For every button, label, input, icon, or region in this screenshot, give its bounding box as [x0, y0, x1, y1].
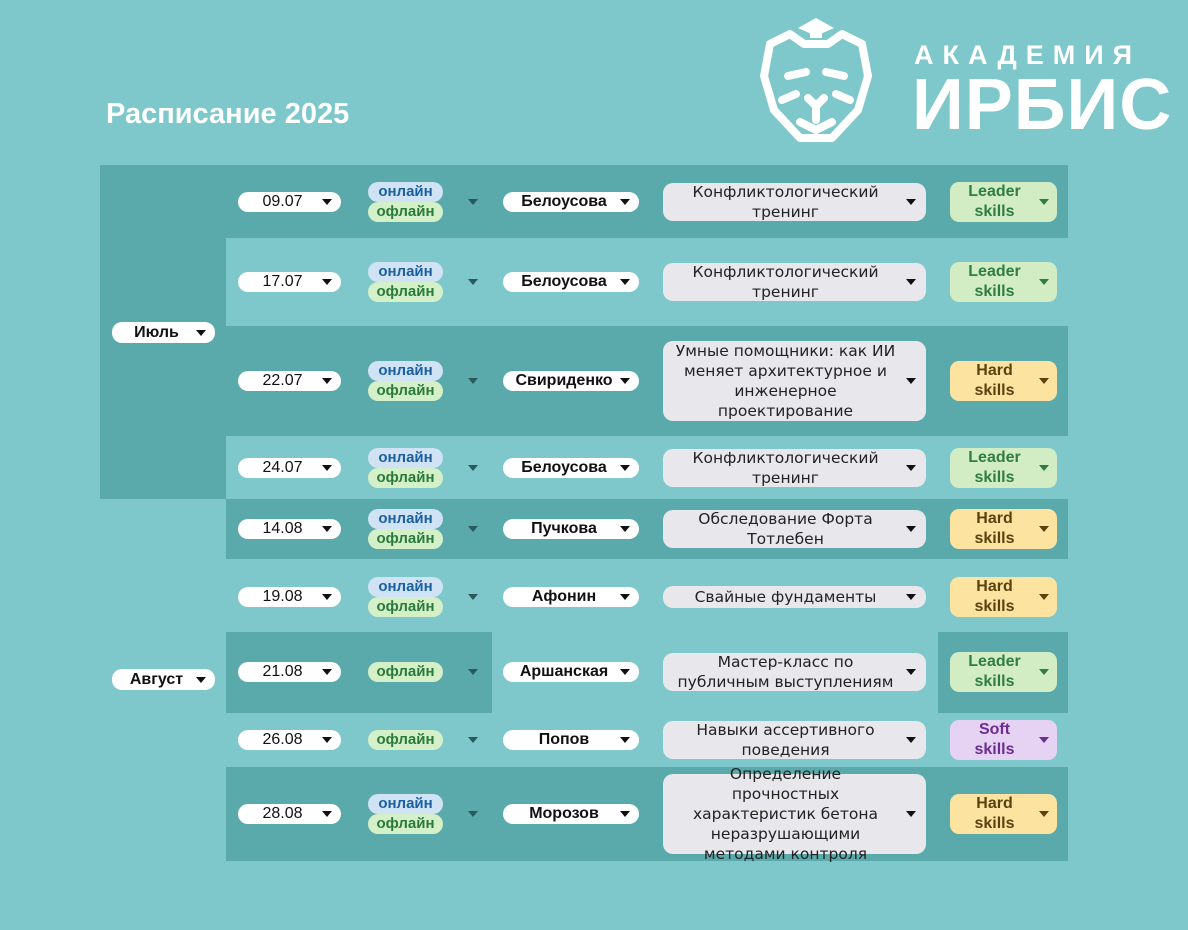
chevron-down-icon[interactable]	[468, 199, 478, 205]
chevron-down-icon	[1039, 669, 1049, 675]
chevron-down-icon	[196, 677, 206, 683]
date-value: 19.08	[262, 588, 303, 605]
skill-label: Hard skills	[974, 578, 1015, 615]
date-value: 17.07	[262, 273, 303, 290]
teacher-select[interactable]	[503, 272, 639, 292]
date-value: 21.08	[262, 663, 303, 680]
topic-text: Конфликтологический тренинг	[692, 263, 879, 301]
teacher-select[interactable]	[503, 804, 639, 824]
chevron-down-icon	[322, 465, 332, 471]
chevron-down-icon[interactable]	[468, 669, 478, 675]
date-select[interactable]	[238, 272, 341, 292]
chevron-down-icon	[322, 279, 332, 285]
date-select[interactable]	[238, 192, 341, 212]
topic-text: Мастер-класс по публичным выступлениям	[677, 653, 894, 691]
topic-select[interactable]	[663, 586, 926, 608]
skill-select[interactable]	[950, 262, 1057, 302]
date-value: 24.07	[262, 459, 303, 476]
chevron-down-icon	[322, 199, 332, 205]
chevron-down-icon	[906, 526, 916, 532]
chevron-down-icon	[1039, 465, 1049, 471]
snow-leopard-icon	[748, 14, 884, 150]
format-chip-online[interactable]: онлайн	[368, 361, 443, 381]
skill-select[interactable]	[950, 794, 1057, 834]
topic-select[interactable]	[663, 721, 926, 759]
chevron-down-icon	[620, 526, 630, 532]
row-bg	[226, 165, 1068, 238]
chevron-down-icon	[322, 811, 332, 817]
row-bg	[226, 499, 1068, 559]
chevron-down-icon	[620, 279, 630, 285]
skill-label: Leader skills	[968, 263, 1021, 300]
topic-select[interactable]	[663, 653, 926, 691]
chevron-down-icon	[620, 811, 630, 817]
teacher-select[interactable]	[503, 587, 639, 607]
chevron-down-icon	[620, 199, 630, 205]
format-chip-online[interactable]: онлайн	[368, 794, 443, 814]
date-select[interactable]	[238, 371, 341, 391]
teacher-select[interactable]	[503, 730, 639, 750]
chevron-down-icon	[620, 378, 630, 384]
chevron-down-icon	[322, 594, 332, 600]
topic-select[interactable]	[663, 183, 926, 221]
skill-label: Hard skills	[974, 795, 1015, 832]
format-chip-online[interactable]: онлайн	[368, 262, 443, 282]
teacher-name: Аршанская	[519, 663, 609, 680]
chevron-down-icon	[906, 811, 916, 817]
chevron-down-icon[interactable]	[468, 737, 478, 743]
chevron-down-icon	[620, 465, 630, 471]
format-chip-offline[interactable]: офлайн	[368, 202, 443, 222]
brand-line2: ИРБИС	[912, 65, 1173, 145]
format-chip-offline[interactable]: офлайн	[368, 282, 443, 302]
skill-select[interactable]	[950, 509, 1057, 549]
format-chip-offline[interactable]: офлайн	[368, 597, 443, 617]
date-select[interactable]	[238, 730, 341, 750]
format-chip-online[interactable]: онлайн	[368, 182, 443, 202]
chevron-down-icon	[906, 199, 916, 205]
format-chip-offline[interactable]: офлайн	[368, 529, 443, 549]
chevron-down-icon	[620, 669, 630, 675]
skill-select[interactable]	[950, 652, 1057, 692]
chevron-down-icon	[322, 737, 332, 743]
skill-label: Leader skills	[968, 653, 1021, 690]
chevron-down-icon	[906, 737, 916, 743]
topic-text: Свайные фундаменты	[694, 588, 877, 606]
teacher-name: Пучкова	[531, 520, 597, 537]
teacher-select[interactable]	[503, 458, 639, 478]
teacher-name: Афонин	[531, 588, 597, 605]
chevron-down-icon	[322, 526, 332, 532]
teacher-select[interactable]	[503, 519, 639, 539]
month-label: Июль	[134, 323, 179, 341]
month-label: Август	[129, 670, 184, 688]
chevron-down-icon	[1039, 526, 1049, 532]
chevron-down-icon	[620, 594, 630, 600]
skill-label: Hard skills	[974, 510, 1015, 547]
skill-select[interactable]	[950, 361, 1057, 401]
brand-line1: АКАДЕМИЯ	[914, 40, 1142, 70]
teacher-name: Свириденко	[515, 372, 613, 389]
skill-label: Leader skills	[968, 449, 1021, 486]
topic-select[interactable]	[663, 341, 926, 421]
topic-select[interactable]	[663, 765, 926, 863]
topic-text: Навыки ассертивного поведения	[696, 721, 875, 759]
topic-select[interactable]	[663, 449, 926, 487]
teacher-name: Белоусова	[521, 273, 607, 290]
date-select[interactable]	[238, 587, 341, 607]
date-value: 26.08	[262, 731, 303, 748]
teacher-select[interactable]	[503, 192, 639, 212]
format-chip-online[interactable]: онлайн	[368, 509, 443, 529]
chevron-down-icon[interactable]	[468, 378, 478, 384]
chevron-down-icon[interactable]	[468, 279, 478, 285]
skill-select[interactable]	[950, 577, 1057, 617]
topic-select[interactable]	[663, 510, 926, 548]
chevron-down-icon	[1039, 199, 1049, 205]
chevron-down-icon	[322, 669, 332, 675]
chevron-down-icon[interactable]	[468, 811, 478, 817]
chevron-down-icon	[906, 669, 916, 675]
page-title: Расписание 2025	[106, 98, 350, 130]
chevron-down-icon	[322, 378, 332, 384]
date-select[interactable]	[238, 804, 341, 824]
topic-select[interactable]	[663, 263, 926, 301]
chevron-down-icon	[620, 737, 630, 743]
chevron-down-icon[interactable]	[468, 594, 478, 600]
chevron-down-icon	[906, 594, 916, 600]
skill-label: Hard skills	[974, 362, 1015, 399]
teacher-name: Попов	[538, 731, 590, 748]
format-chip-online[interactable]: онлайн	[368, 577, 443, 597]
format-chip-offline[interactable]: офлайн	[368, 468, 443, 488]
chevron-down-icon	[906, 378, 916, 384]
skill-select[interactable]	[950, 448, 1057, 488]
chevron-down-icon[interactable]	[468, 465, 478, 471]
teacher-name: Морозов	[529, 805, 599, 822]
skill-select[interactable]	[950, 182, 1057, 222]
chevron-down-icon	[1039, 737, 1049, 743]
row-bg	[226, 767, 1068, 861]
date-value: 22.07	[262, 372, 303, 389]
chevron-down-icon	[1039, 378, 1049, 384]
date-value: 14.08	[262, 520, 303, 537]
teacher-select[interactable]	[503, 662, 639, 682]
chevron-down-icon[interactable]	[468, 526, 478, 532]
brand-logo	[748, 14, 1173, 154]
teacher-name: Белоусова	[521, 193, 607, 210]
chevron-down-icon	[196, 330, 206, 336]
topic-text: Обследование Форта Тотлебен	[698, 510, 873, 548]
month-select-august[interactable]	[112, 669, 215, 690]
format-chip-offline[interactable]: офлайн	[368, 662, 443, 682]
teacher-name: Белоусова	[521, 459, 607, 476]
format-chip-offline[interactable]: офлайн	[368, 381, 443, 401]
teacher-select[interactable]	[503, 371, 639, 391]
skill-label: Soft skills	[974, 721, 1015, 758]
topic-text: Конфликтологический тренинг	[692, 449, 879, 487]
date-value: 28.08	[262, 805, 303, 822]
date-select[interactable]	[238, 458, 341, 478]
skill-select[interactable]	[950, 720, 1057, 760]
row-bg	[226, 326, 1068, 436]
format-chip-offline[interactable]: офлайн	[368, 814, 443, 834]
month-select-july[interactable]	[112, 322, 215, 343]
topic-text: Умные помощники: как ИИ меняет архитектурное и инженерное проектирование	[675, 342, 896, 420]
chevron-down-icon	[1039, 279, 1049, 285]
chevron-down-icon	[1039, 594, 1049, 600]
chevron-down-icon	[1039, 811, 1049, 817]
date-value: 09.07	[262, 193, 303, 210]
format-chip-offline[interactable]: офлайн	[368, 730, 443, 750]
date-select[interactable]	[238, 662, 341, 682]
format-chip-online[interactable]: онлайн	[368, 448, 443, 468]
chevron-down-icon	[906, 465, 916, 471]
skill-label: Leader skills	[968, 183, 1021, 220]
chevron-down-icon	[906, 279, 916, 285]
date-select[interactable]	[238, 519, 341, 539]
topic-text: Конфликтологический тренинг	[692, 183, 879, 221]
topic-text: Определение прочностных характеристик бетона неразрушающими методами контроля	[692, 765, 878, 863]
